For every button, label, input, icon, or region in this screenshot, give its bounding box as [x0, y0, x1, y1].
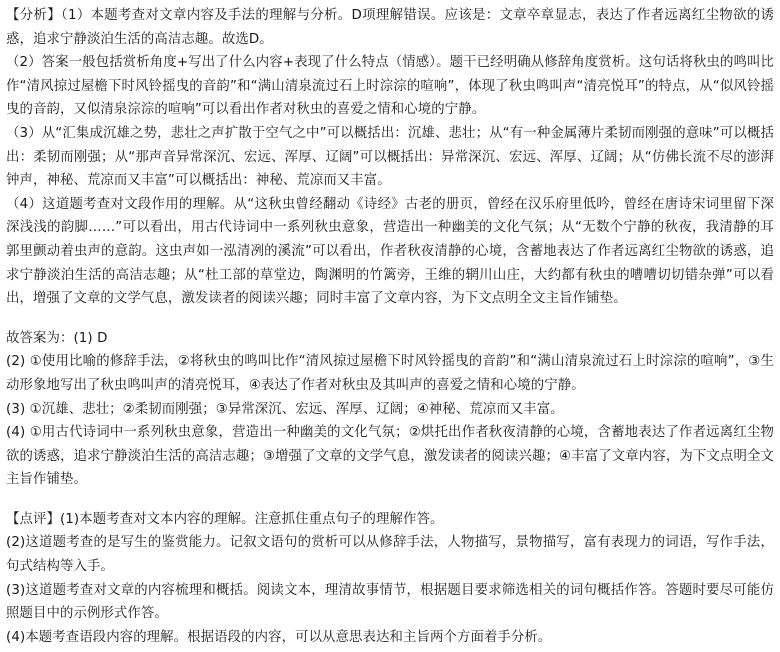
analysis-paragraph-3: （3）从“汇集成沉雄之势，悲壮之声扩散于空气之中”可以概括出：沉雄、悲壮；从“有一种金属薄片柔韧而刚强的意味”可以概括出：柔韧而刚强；从“那声音异常深沉、宏远、浑厚、辽阔”可以概括出：异常深沉、宏远、浑厚、辽阔；从“仿佛长流不尽的澎湃钟声，神秘、荒凉而又丰富”可以概括出：神秘、荒凉而又丰富。	[6, 125, 774, 189]
answer-section	[6, 327, 774, 492]
answer-paragraph-2: (2) ①使用比喻的修辞手法，②将秋虫的鸣叫比作“清风掠过屋檐下时风铃摇曳的音韵”和“满山清泉流过石上时淙淙的喧响”，③生动形象地写出了秋虫鸣叫声的清亮悦耳，④表达了作者对秋虫及其叫声的喜爱之情和心境的宁静。	[6, 354, 774, 393]
comment-paragraph-1: 【点评】(1)本题考查对文本内容的理解。注意抓住重点句子的理解作答。	[6, 511, 444, 527]
comment-paragraph-4: (4)本题考查语段内容的理解。根据语段的内容，可以从意思表达和主旨两个方面着手分析。	[6, 629, 552, 645]
answer-paragraph-3: (3) ①沉雄、悲壮；②柔韧而刚强；③异常深沉、宏远、浑厚、辽阔；④神秘、荒凉而又丰富。	[6, 401, 564, 417]
answer-paragraph-1: 故答案为：(1) D	[6, 330, 108, 346]
comment-paragraph-2: (2)这道题考查的是写生的鉴赏能力。记叙文语句的赏析可以从修辞手法，人物描写，景物描写，富有表现力的词语，写作手法，句式结构等入手。	[6, 535, 774, 575]
analysis-paragraph-2: （2）答案一般包括赏析角度+写出了什么内容+表现了什么特点（情感）。题干已经明确从修辞角度赏析。这句话将秋虫的鸣叫比作“清风掠过屋檐下时风铃摇曳的音韵”和“满山清泉流过石上时淙淙的喧响”，体现了秋虫鸣叫声“清亮悦耳”的特点，从“似风铃摇曳的音韵，又似清泉淙淙的喧响”可以看出作者对秋虫的喜爱之情和心境的宁静。	[6, 55, 774, 118]
comment-paragraph-3: (3)这道题考查对文章的内容梳理和概括。阅读文本，理清故事情节，根据题目要求筛选相关的词句概括作答。答题时要尽可能仿照题目中的示例形式作答。	[6, 582, 774, 622]
analysis-paragraph-1: 【分析】（1）本题考查对文章内容及手法的理解与分析。D项理解错误。应该是：文章卒章显志，表达了作者远离红尘物欲的诱惑，追求宁静淡泊生活的高洁志趣。故选D。	[6, 8, 774, 47]
analysis-paragraph-4: （4）这道题考查对文段作用的理解。从“这秋虫曾经翻动《诗经》古老的册页，曾经在汉乐府里低吟，曾经在唐诗宋词里留下深深浅浅的韵脚……”可以看出，用古代诗词中一系列秋虫意象，营造出一种幽美的文化气氛；从“无数个宁静的秋夜，我清静的耳郭里颤动着虫声的意韵。这虫声如一泓清冽的溪流”可以看出，作者秋夜清静的心境，含蓄地表达了作者远离红尘物欲的诱惑，追求宁静淡泊生活的高洁志趣；从“杜工部的草堂边，陶渊明的竹篱旁，王维的辋川山庄，大约都有秋虫的嘈嘈切切错杂弹”可以看出，增强了文章的文学气息，激发读者的阅读兴趣；同时丰富了文章内容，为下文点明全文主旨作铺垫。	[6, 196, 774, 307]
analysis-section	[6, 4, 774, 311]
comment-section	[6, 508, 774, 650]
answer-paragraph-4: (4) ①用古代诗词中一系列秋虫意象，营造出一种幽美的文化气氛；②烘托出作者秋夜清静的心境，含蓄地表达了作者远离红尘物欲的诱惑，追求宁静淡泊生活的高洁志趣；③增强了文章的文学气息，激发读者的阅读兴趣；④丰富了文章内容，为下文点明全文主旨作铺垫。	[6, 425, 774, 488]
